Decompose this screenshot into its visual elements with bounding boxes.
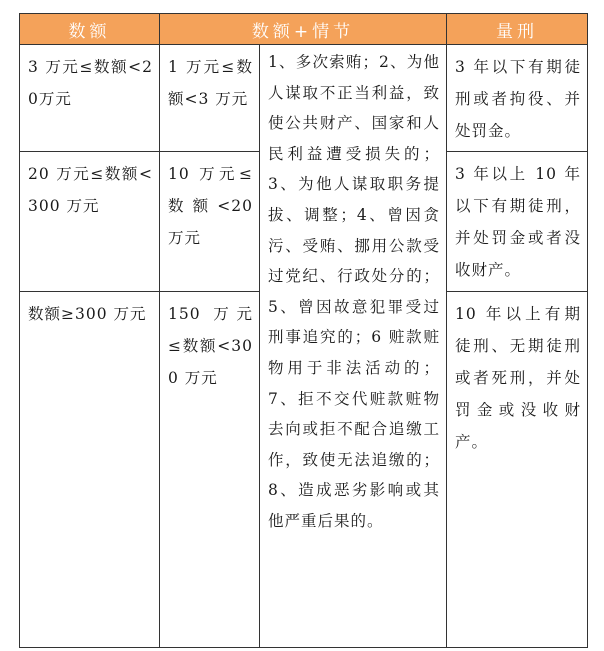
sentence-cell: 3 年以上 10 年以下有期徒刑，并处罚金或者没收财产。 xyxy=(447,152,588,292)
table-row xyxy=(20,45,588,152)
amount-with-circumstances-cell: 150 万元≤数额<300 万元 xyxy=(160,292,260,648)
sentencing-table xyxy=(19,13,588,648)
header-amount-circumstances: 数额+情节 xyxy=(160,14,447,45)
amount-cell: 20 万元≤数额<300 万元 xyxy=(20,152,160,292)
amount-with-circumstances-cell: 10 万元≤数额<20 万元 xyxy=(160,152,260,292)
table-header-row xyxy=(20,14,588,45)
circumstances-cell: 1、多次索贿；2、为他人谋取不正当利益，致使公共财产、国家和人民利益遭受损失的；3、为他人谋取职务提拔、调整；4、曾因贪污、受贿、挪用公款受过党纪、行政处分的；5、曾因故意犯罪受过刑事追究的；6 赃款赃物用于非法活动的；7、拒不交代赃款赃物去向或拒不配合追缴工作，致使无法追缴的；8、造成恶劣影响或其他严重后果的。 xyxy=(260,45,447,648)
amount-with-circumstances-cell: 1 万元≤数额<3 万元 xyxy=(160,45,260,152)
header-sentence: 量刑 xyxy=(447,14,588,45)
sentence-cell: 3 年以下有期徒刑或者拘役、并处罚金。 xyxy=(447,45,588,152)
sentence-cell: 10 年以上有期徒刑、无期徒刑或者死刑，并处罚金或没收财产。 xyxy=(447,292,588,648)
amount-cell: 3 万元≤数额<20万元 xyxy=(20,45,160,152)
header-amount: 数额 xyxy=(20,14,160,45)
amount-cell: 数额≥300 万元 xyxy=(20,292,160,648)
sentencing-table-container xyxy=(19,13,587,648)
